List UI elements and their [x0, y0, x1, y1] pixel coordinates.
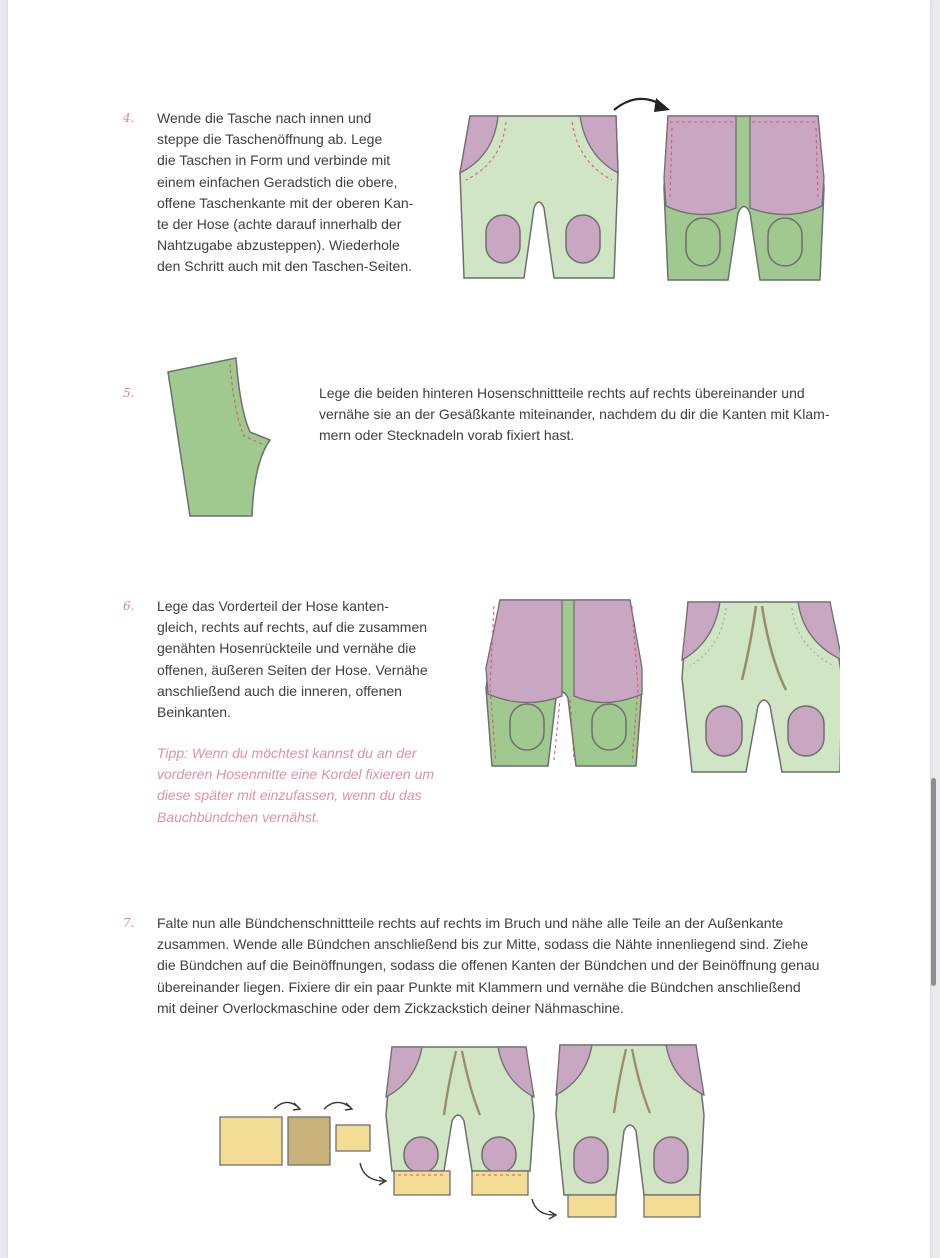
text-line: den Schritt auch mit den Taschen-Seiten. — [157, 258, 413, 275]
step-7-illustration — [208, 1035, 718, 1225]
back-trouser-piece — [168, 358, 270, 516]
step-6-illustration — [470, 588, 840, 783]
step-4-number: 4. — [123, 111, 135, 125]
text-line: Beinkanten. — [157, 704, 231, 721]
text-line: die Taschen in Form und verbinde mit — [157, 152, 391, 169]
step-7-text — [157, 913, 857, 1019]
cuff-folded — [288, 1117, 330, 1165]
text-line: Lege die beiden hinteren Hosenschnittteile rechts auf rechts übereinander und — [319, 385, 805, 401]
text-line: Wende die Tasche nach innen und — [157, 110, 372, 126]
tip-line: Tipp: Wenn du möchtest kannst du an der — [157, 745, 417, 761]
shorts-back-sewn — [486, 600, 642, 766]
text-line: gleich, rechts auf rechts, auf die zusammen — [157, 619, 428, 636]
text-line: übereinander liegen. Fixiere dir ein paar Punkte mit Klammern und vernähe die Bündchen anschließend — [157, 978, 801, 995]
text-line: steppe die Taschenöffnung ab. Lege — [157, 131, 383, 148]
text-line: mit deiner Overlockmaschine oder dem Zickzackstich deiner Nähmaschine. — [157, 999, 624, 1016]
cuff-flat — [220, 1117, 282, 1165]
shorts-front-pockets — [460, 116, 618, 278]
tip-line: Bauchbündchen vernähst. — [157, 808, 320, 825]
text-line: offenen, äußeren Seiten der Hose. Vernähe — [157, 661, 428, 678]
text-line: einem einfachen Geradstich die obere, — [157, 173, 398, 190]
shorts-front-with-cord — [682, 602, 840, 772]
text-line: vernähe sie an der Gesäßkante miteinander, nachdem du dir die Kanten mit Klam- — [319, 406, 830, 423]
step-6-number: 6. — [123, 599, 135, 613]
text-line: Nahtzugabe abzusteppen). Wiederhole — [157, 237, 400, 254]
text-line: mern oder Stecknadeln vorab fixiert hast. — [319, 427, 575, 444]
step-5-illustration — [156, 340, 306, 530]
instruction-page — [8, 0, 930, 1258]
cuff-turned — [336, 1125, 370, 1151]
shorts-back-pockets-attached — [664, 116, 824, 280]
step-7-number: 7. — [123, 916, 135, 930]
text-line: offene Taschenkante mit der oberen Kan- — [157, 194, 414, 211]
text-line: anschließend auch die inneren, offenen — [157, 682, 402, 699]
step-6-text — [157, 596, 447, 723]
text-line: genähten Hosenrückteile und vernähe die — [157, 640, 417, 657]
text-line: Falte nun alle Bündchenschnittteile rechts auf rechts im Bruch und nähe alle Teile an der Außenkante — [157, 915, 784, 931]
step-5-number: 5. — [123, 386, 135, 400]
step-6-tip — [157, 743, 457, 828]
text-line: te der Hose (achte darauf innerhalb der — [157, 216, 402, 233]
tip-line: diese später mit einzufassen, wenn du das — [157, 787, 422, 804]
step-4-text — [157, 108, 447, 278]
step-5-text — [319, 383, 859, 447]
text-line: Lege das Vorderteil der Hose kanten- — [157, 598, 389, 614]
text-line: die Bündchen auf die Beinöffnungen, sodass die offenen Kanten der Bündchen und der Beinöffnung genau — [157, 957, 820, 974]
shorts-cuffs-finished — [556, 1045, 704, 1217]
tip-line: vorderen Hosenmitte eine Kordel fixieren um — [157, 766, 435, 783]
step-4-illustration — [448, 88, 838, 288]
text-line: zusammen. Wende alle Bündchen anschließend bis zur Mitte, sodass die Nähte innenliegend sind. Ziehe — [157, 936, 809, 953]
shorts-cuffs-attaching — [386, 1047, 534, 1195]
vertical-scrollbar[interactable] — [931, 778, 936, 986]
